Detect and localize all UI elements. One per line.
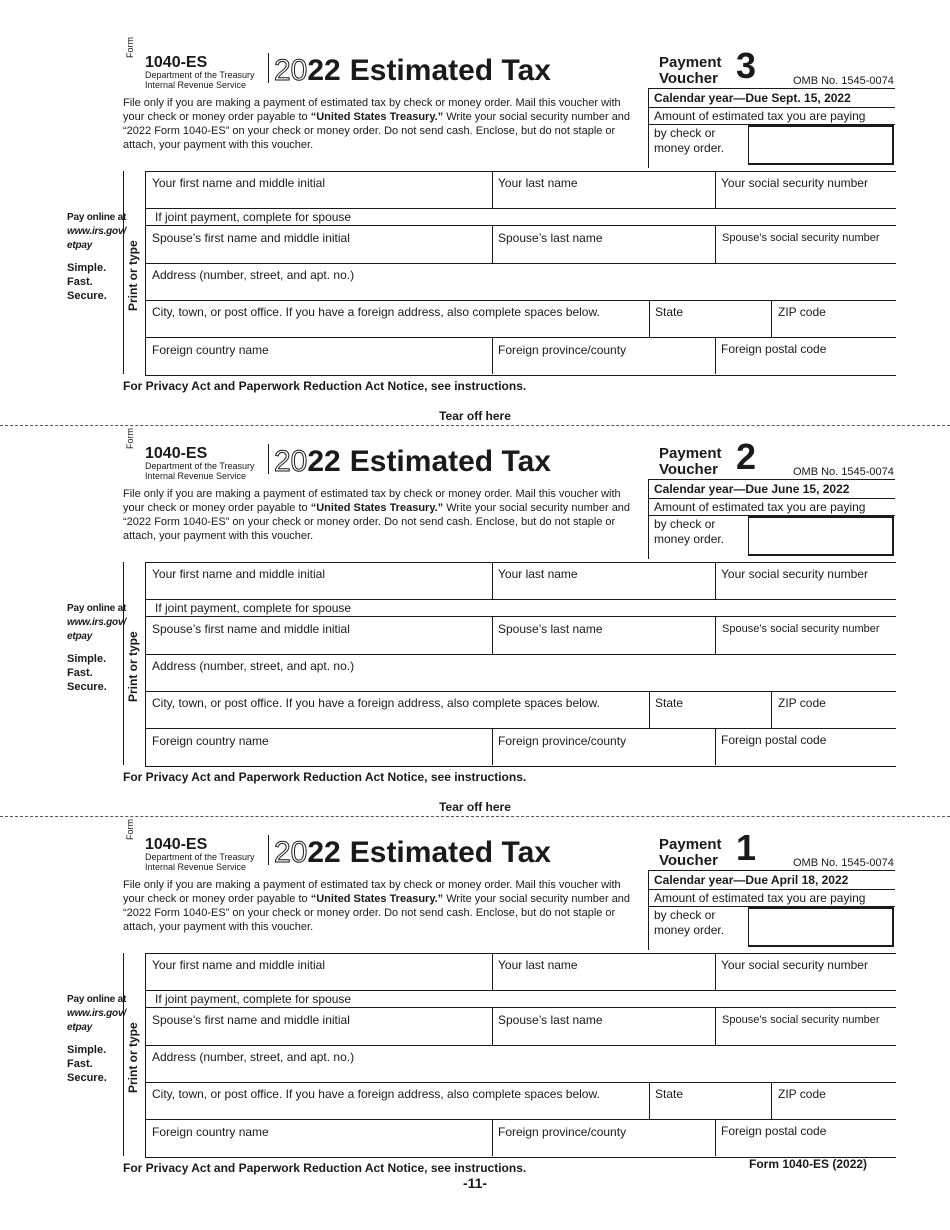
pay-online-note <box>67 602 126 644</box>
privacy-notice: For Privacy Act and Paperwork Reduction Act Notice, see instructions. <box>123 1161 527 1175</box>
amount-box-top-border <box>648 870 895 871</box>
by-check-label <box>654 517 724 547</box>
row-divider <box>146 1119 896 1120</box>
simple-text: Simple. <box>67 1044 107 1056</box>
row-divider <box>146 263 896 264</box>
by-check-line-1: by check or <box>654 126 716 140</box>
spouse-ssn-field[interactable]: Spouse’s social security number <box>722 232 880 244</box>
amount-box-left-border <box>648 479 649 559</box>
voucher-label: Voucher <box>659 852 718 869</box>
pay-online-url-2[interactable]: etpay <box>67 631 93 642</box>
col-divider <box>492 954 493 990</box>
amount-box-left-border <box>648 870 649 950</box>
col-divider <box>492 616 493 654</box>
title-text: Estimated Tax <box>349 836 551 869</box>
amount-input[interactable] <box>748 907 894 947</box>
tear-off-label: Tear off here <box>439 800 511 814</box>
year-bold: 22 <box>307 54 341 87</box>
pay-online-url[interactable]: www.irs.gov/ <box>67 226 126 237</box>
last-name-field[interactable]: Your last name <box>498 958 578 972</box>
voucher-label: Voucher <box>659 70 718 87</box>
spouse-first-name-field[interactable]: Spouse’s first name and middle initial <box>152 1013 350 1027</box>
spouse-last-name-field[interactable]: Spouse’s last name <box>498 1013 603 1027</box>
simple-text: Simple. <box>67 262 107 274</box>
instructions-part-1: File only if you are making a payment of estimated tax by check or money order. Mail this voucher with your check or money order payable to <box>123 879 621 905</box>
voucher-number: 2 <box>736 436 757 477</box>
col-divider <box>715 1007 716 1045</box>
instructions-payee: “United States Treasury.” <box>310 111 444 123</box>
row-divider <box>146 728 896 729</box>
col-divider <box>715 337 716 374</box>
voucher-number: 3 <box>736 45 757 86</box>
pay-online-line-1: Pay online at <box>67 212 127 223</box>
simple-fast-secure <box>67 652 107 694</box>
col-divider <box>715 954 716 990</box>
form-footer-id: Form 1040-ES (2022) <box>749 1157 868 1171</box>
address-field[interactable]: Address (number, street, and apt. no.) <box>152 1050 355 1064</box>
agency-line-1: Department of the Treasury <box>145 461 255 471</box>
page-number: -11- <box>462 1175 488 1191</box>
secure-text: Secure. <box>67 290 107 302</box>
city-field[interactable]: City, town, or post office. If you have a foreign address, also complete spaces below. <box>152 1087 600 1101</box>
payment-label: Payment <box>659 445 722 462</box>
simple-fast-secure <box>67 1043 107 1085</box>
privacy-notice: For Privacy Act and Paperwork Reduction Act Notice, see instructions. <box>123 770 527 784</box>
amount-box-divider <box>648 107 895 108</box>
ssn-field[interactable]: Your social security number <box>721 567 868 581</box>
col-divider <box>649 1082 650 1119</box>
taxpayer-info-grid <box>145 953 896 1158</box>
first-name-field[interactable]: Your first name and middle initial <box>152 958 325 972</box>
header-divider <box>268 835 269 865</box>
payment-voucher-label <box>659 55 722 87</box>
form-label: Form <box>125 37 135 58</box>
col-divider <box>715 616 716 654</box>
taxpayer-info-grid <box>145 562 896 767</box>
header-divider <box>268 53 269 83</box>
pay-online-note <box>67 993 126 1035</box>
state-field[interactable]: State <box>655 696 684 710</box>
col-divider <box>492 1119 493 1156</box>
state-field[interactable]: State <box>655 305 684 319</box>
year-outline: 20 <box>274 54 308 87</box>
last-name-field[interactable]: Your last name <box>498 176 578 190</box>
instructions-part-2: Write your social security number and “2022 Form 1040-ES” on your check or money order. Do not send cash. Enclose, but do not staple or attach, your payment with this voucher. <box>123 111 631 151</box>
tear-line[interactable] <box>0 816 950 817</box>
omb-number: OMB No. 1545-0074 <box>793 75 894 87</box>
row-divider <box>146 1007 896 1008</box>
instructions-part-2: Write your social security number and “2022 Form 1040-ES” on your check or money order. Do not send cash. Enclose, but do not staple or attach, your payment with this voucher. <box>123 893 631 933</box>
secure-text: Secure. <box>67 681 107 693</box>
address-field[interactable]: Address (number, street, and apt. no.) <box>152 268 355 282</box>
form-number: 1040-ES <box>145 836 208 853</box>
foreign-postal-code-field[interactable]: Foreign postal code <box>721 342 827 356</box>
spouse-last-name-field[interactable]: Spouse’s last name <box>498 622 603 636</box>
voucher-label: Voucher <box>659 461 718 478</box>
foreign-country-field[interactable]: Foreign country name <box>152 343 269 357</box>
joint-payment-note: If joint payment, complete for spouse <box>155 992 352 1006</box>
mailing-instructions <box>123 96 643 152</box>
payment-voucher-label <box>659 446 722 478</box>
spouse-ssn-field[interactable]: Spouse’s social security number <box>722 623 880 635</box>
row-divider <box>146 300 896 301</box>
simple-fast-secure <box>67 261 107 303</box>
taxpayer-info-grid <box>145 171 896 376</box>
pay-online-url-2[interactable]: etpay <box>67 240 93 251</box>
col-divider <box>649 300 650 337</box>
foreign-province-field[interactable]: Foreign province/county <box>498 1125 627 1139</box>
pay-online-line-1: Pay online at <box>67 603 127 614</box>
by-check-line-2: money order. <box>654 923 725 937</box>
spouse-ssn-field[interactable]: Spouse’s social security number <box>722 1014 880 1026</box>
form-number: 1040-ES <box>145 445 208 462</box>
spouse-first-name-field[interactable]: Spouse’s first name and middle initial <box>152 622 350 636</box>
omb-number: OMB No. 1545-0074 <box>793 466 894 478</box>
tear-line[interactable] <box>0 425 950 426</box>
col-divider <box>771 691 772 728</box>
agency-line-2: Internal Revenue Service <box>145 80 247 90</box>
foreign-province-field[interactable]: Foreign province/county <box>498 734 627 748</box>
by-check-line-1: by check or <box>654 908 716 922</box>
mailing-instructions <box>123 487 643 543</box>
form-label: Form <box>125 819 135 840</box>
year-outline: 20 <box>274 836 308 869</box>
row-divider <box>146 990 896 991</box>
form-title <box>274 835 551 871</box>
amount-box-top-border <box>648 88 895 89</box>
instructions-payee: “United States Treasury.” <box>310 893 444 905</box>
fast-text: Fast. <box>67 276 93 288</box>
agency-line-1: Department of the Treasury <box>145 70 255 80</box>
form-label: Form <box>125 428 135 449</box>
state-field[interactable]: State <box>655 1087 684 1101</box>
agency-line-1: Department of the Treasury <box>145 852 255 862</box>
pay-online-url[interactable]: www.irs.gov/ <box>67 1008 126 1019</box>
agency-name <box>145 70 255 90</box>
col-divider <box>715 225 716 263</box>
agency-line-2: Internal Revenue Service <box>145 862 247 872</box>
header-divider <box>268 444 269 474</box>
privacy-notice: For Privacy Act and Paperwork Reduction Act Notice, see instructions. <box>123 379 527 393</box>
fast-text: Fast. <box>67 1058 93 1070</box>
foreign-postal-code-field[interactable]: Foreign postal code <box>721 733 827 747</box>
col-divider <box>492 225 493 263</box>
row-divider <box>146 208 896 209</box>
simple-text: Simple. <box>67 653 107 665</box>
amount-input[interactable] <box>748 516 894 556</box>
omb-number: OMB No. 1545-0074 <box>793 857 894 869</box>
col-divider <box>771 1082 772 1119</box>
by-check-line-2: money order. <box>654 532 725 546</box>
agency-name <box>145 852 255 872</box>
instructions-payee: “United States Treasury.” <box>310 502 444 514</box>
by-check-line-2: money order. <box>654 141 725 155</box>
payment-voucher-label <box>659 837 722 869</box>
payment-label: Payment <box>659 54 722 71</box>
form-number: 1040-ES <box>145 54 208 71</box>
tear-off-label: Tear off here <box>439 409 511 423</box>
print-or-type-label: Print or type <box>126 1022 140 1093</box>
last-name-field[interactable]: Your last name <box>498 567 578 581</box>
col-divider <box>715 728 716 765</box>
payment-voucher-3 <box>0 37 950 436</box>
row-divider <box>146 616 896 617</box>
row-divider <box>146 337 896 338</box>
city-field[interactable]: City, town, or post office. If you have a foreign address, also complete spaces below. <box>152 696 600 710</box>
spouse-last-name-field[interactable]: Spouse’s last name <box>498 231 603 245</box>
agency-name <box>145 461 255 481</box>
amount-box-divider <box>648 889 895 890</box>
zip-code-field[interactable]: ZIP code <box>778 305 826 319</box>
ssn-field[interactable]: Your social security number <box>721 176 868 190</box>
joint-payment-note: If joint payment, complete for spouse <box>155 601 352 615</box>
row-divider <box>146 599 896 600</box>
by-check-line-1: by check or <box>654 517 716 531</box>
row-divider <box>146 654 896 655</box>
spouse-first-name-field[interactable]: Spouse’s first name and middle initial <box>152 231 350 245</box>
first-name-field[interactable]: Your first name and middle initial <box>152 176 325 190</box>
row-divider <box>146 225 896 226</box>
pay-online-url[interactable]: www.irs.gov/ <box>67 617 126 628</box>
amount-box-top-border <box>648 479 895 480</box>
first-name-field[interactable]: Your first name and middle initial <box>152 567 325 581</box>
instructions-part-1: File only if you are making a payment of estimated tax by check or money order. Mail this voucher with your check or money order payable to <box>123 488 621 514</box>
foreign-province-field[interactable]: Foreign province/county <box>498 343 627 357</box>
col-divider <box>492 1007 493 1045</box>
payment-voucher-2 <box>0 428 950 827</box>
by-check-label <box>654 126 724 156</box>
city-field[interactable]: City, town, or post office. If you have a foreign address, also complete spaces below. <box>152 305 600 319</box>
fast-text: Fast. <box>67 667 93 679</box>
year-outline: 20 <box>274 445 308 478</box>
ssn-field[interactable]: Your social security number <box>721 958 868 972</box>
pay-online-note <box>67 211 126 253</box>
col-divider <box>715 1119 716 1156</box>
instructions-part-1: File only if you are making a payment of estimated tax by check or money order. Mail this voucher with your check or money order payable to <box>123 97 621 123</box>
voucher-number: 1 <box>736 827 757 868</box>
foreign-postal-code-field[interactable]: Foreign postal code <box>721 1124 827 1138</box>
instructions-part-2: Write your social security number and “2022 Form 1040-ES” on your check or money order. Do not send cash. Enclose, but do not staple or attach, your payment with this voucher. <box>123 502 631 542</box>
foreign-country-field[interactable]: Foreign country name <box>152 1125 269 1139</box>
due-date: Calendar year—Due April 18, 2022 <box>654 873 849 887</box>
col-divider <box>492 172 493 208</box>
amount-input[interactable] <box>748 125 894 165</box>
amount-box-left-border <box>648 88 649 168</box>
secure-text: Secure. <box>67 1072 107 1084</box>
row-divider <box>146 1082 896 1083</box>
col-divider <box>771 300 772 337</box>
title-text: Estimated Tax <box>349 445 551 478</box>
col-divider <box>715 563 716 599</box>
col-divider <box>492 728 493 765</box>
row-divider <box>146 1045 896 1046</box>
year-bold: 22 <box>307 445 341 478</box>
due-date: Calendar year—Due Sept. 15, 2022 <box>654 91 851 105</box>
row-divider <box>146 691 896 692</box>
agency-line-2: Internal Revenue Service <box>145 471 247 481</box>
pay-online-line-1: Pay online at <box>67 994 127 1005</box>
amount-box-divider <box>648 498 895 499</box>
col-divider <box>492 337 493 374</box>
pay-online-url-2[interactable]: etpay <box>67 1022 93 1033</box>
joint-payment-note: If joint payment, complete for spouse <box>155 210 352 224</box>
by-check-label <box>654 908 724 938</box>
address-field[interactable]: Address (number, street, and apt. no.) <box>152 659 355 673</box>
col-divider <box>649 691 650 728</box>
amount-label: Amount of estimated tax you are paying <box>654 109 866 123</box>
amount-label: Amount of estimated tax you are paying <box>654 891 866 905</box>
foreign-country-field[interactable]: Foreign country name <box>152 734 269 748</box>
due-date: Calendar year—Due June 15, 2022 <box>654 482 850 496</box>
zip-code-field[interactable]: ZIP code <box>778 1087 826 1101</box>
col-divider <box>492 563 493 599</box>
mailing-instructions <box>123 878 643 934</box>
col-divider <box>715 172 716 208</box>
zip-code-field[interactable]: ZIP code <box>778 696 826 710</box>
title-text: Estimated Tax <box>349 54 551 87</box>
payment-label: Payment <box>659 836 722 853</box>
form-title <box>274 53 551 89</box>
form-title <box>274 444 551 480</box>
year-bold: 22 <box>307 836 341 869</box>
amount-label: Amount of estimated tax you are paying <box>654 500 866 514</box>
print-or-type-label: Print or type <box>126 631 140 702</box>
print-or-type-label: Print or type <box>126 240 140 311</box>
